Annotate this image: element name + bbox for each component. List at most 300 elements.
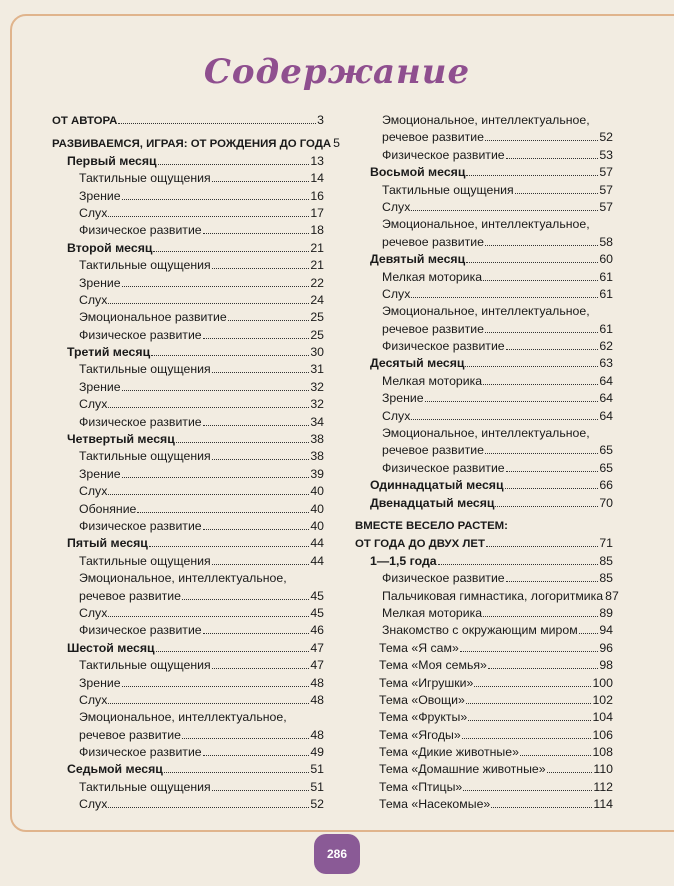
dot-leader	[483, 269, 598, 281]
toc-right-column	[355, 112, 619, 814]
toc-entry-title: Тактильные ощущения	[79, 553, 211, 568]
toc-page-number: 40	[310, 501, 324, 516]
toc-entry[interactable]	[355, 588, 619, 605]
dot-leader	[506, 460, 599, 472]
toc-entry-title: Тактильные ощущения	[79, 171, 211, 186]
toc-entry-title: Физическое развитие	[79, 745, 202, 760]
dot-leader	[108, 483, 309, 495]
dot-leader	[108, 396, 309, 408]
toc-entry-title: речевое развитие	[382, 443, 484, 458]
toc-page-number: 45	[310, 588, 324, 603]
toc-entry-title: Слух	[79, 605, 108, 620]
toc-entry-line: Эмоциональное, интеллектуальное,	[382, 217, 590, 232]
toc-page-number: 16	[310, 188, 324, 203]
toc-entry[interactable]	[52, 483, 324, 500]
toc-entry-title: речевое развитие	[79, 588, 181, 603]
toc-chapter[interactable]	[52, 153, 324, 170]
toc-page-number: 98	[599, 658, 613, 673]
toc-page-number: 64	[599, 408, 613, 423]
dot-leader	[228, 309, 310, 321]
toc-page-number: 32	[310, 397, 324, 412]
toc-entry[interactable]	[52, 622, 324, 639]
toc-entry-title: Зрение	[79, 675, 121, 690]
toc-page-number: 57	[599, 182, 613, 197]
toc-page-number: 21	[310, 240, 324, 255]
toc-entry[interactable]	[355, 622, 613, 639]
toc-entry[interactable]	[52, 379, 324, 396]
toc-entry[interactable]	[52, 257, 324, 274]
toc-entry[interactable]	[355, 675, 613, 692]
toc-page-number: 64	[599, 391, 613, 406]
dot-leader	[108, 692, 309, 704]
toc-entry-title: Слух	[79, 397, 108, 412]
dot-leader	[118, 112, 316, 124]
toc-entry-title: Тема «Насекомые»	[379, 797, 491, 812]
toc-entry-title: Мелкая моторика	[382, 373, 483, 388]
toc-page-number: 102	[592, 692, 613, 707]
toc-entry-title: Тема «Игрушки»	[379, 675, 474, 690]
toc-entry-title: Шестой месяц	[67, 640, 155, 655]
toc-page-number: 108	[592, 745, 613, 760]
toc-page-number: 30	[310, 345, 324, 360]
toc-entry[interactable]	[52, 727, 324, 744]
dot-leader	[460, 640, 599, 652]
toc-chapter[interactable]	[355, 355, 613, 372]
toc-page-number: 14	[310, 171, 324, 186]
dot-leader	[463, 779, 592, 791]
dot-leader	[466, 251, 598, 263]
dot-leader	[122, 675, 310, 687]
dot-leader	[212, 257, 310, 269]
toc-page-number: 21	[310, 258, 324, 273]
toc-entry[interactable]	[52, 327, 324, 344]
toc-entry[interactable]	[52, 170, 324, 187]
dot-leader	[108, 605, 309, 617]
toc-entry[interactable]	[52, 414, 324, 431]
toc-chapter[interactable]	[355, 553, 613, 570]
toc-entry[interactable]	[52, 605, 324, 622]
toc-chapter[interactable]	[355, 164, 613, 181]
toc-entry[interactable]	[355, 286, 613, 303]
toc-page-number: 85	[599, 553, 613, 568]
dot-leader	[483, 605, 598, 617]
toc-entry[interactable]	[52, 205, 324, 222]
toc-entry[interactable]	[52, 657, 324, 674]
toc-entry[interactable]	[355, 460, 613, 477]
toc-page-number: 38	[310, 449, 324, 464]
toc-page-number: 40	[310, 484, 324, 499]
toc-entry[interactable]	[52, 466, 324, 483]
toc-section[interactable]	[355, 535, 613, 552]
dot-leader	[212, 170, 310, 182]
toc-entry[interactable]	[52, 309, 324, 326]
toc-entry-title: Тема «Моя семья»	[379, 658, 487, 673]
toc-entry-title: Тема «Домашние животные»	[379, 762, 546, 777]
dot-leader	[203, 744, 310, 756]
toc-entry[interactable]	[355, 234, 613, 251]
toc-page-number: 94	[599, 623, 613, 638]
dot-leader	[506, 570, 599, 582]
toc-entry[interactable]	[355, 570, 613, 587]
toc-entry-title: Слух	[79, 797, 108, 812]
toc-page-number: 61	[599, 269, 613, 284]
toc-entry-title: РАЗВИВАЕМСЯ, ИГРАЯ: ОТ РОЖДЕНИЯ ДО ГОДА	[52, 138, 332, 151]
page-title: Содержание	[203, 52, 471, 92]
toc-entry-line: Эмоциональное, интеллектуальное,	[382, 426, 590, 441]
toc-entry-title: Физическое развитие	[382, 339, 505, 354]
toc-entry-line: Эмоциональное, интеллектуальное,	[79, 571, 287, 586]
toc-entry-title: Физическое развитие	[79, 623, 202, 638]
toc-chapter[interactable]	[52, 344, 324, 361]
dot-leader	[164, 761, 309, 773]
toc-entry-title: Знакомство с окружающим миром	[382, 623, 578, 638]
toc-entry[interactable]	[52, 501, 324, 518]
dot-leader	[485, 234, 598, 246]
toc-page-number: 48	[310, 727, 324, 742]
toc-entry[interactable]	[52, 448, 324, 465]
toc-entry-title: Тактильные ощущения	[79, 362, 211, 377]
toc-entry[interactable]	[355, 408, 613, 425]
dot-leader	[176, 431, 310, 443]
toc-entry-line: Эмоциональное, интеллектуальное,	[382, 113, 590, 127]
toc-entry[interactable]	[52, 692, 324, 709]
toc-chapter[interactable]	[52, 240, 324, 257]
toc-entry[interactable]	[52, 188, 324, 205]
toc-entry-title: Зрение	[382, 391, 424, 406]
toc-entry-title: Зрение	[79, 275, 121, 290]
toc-entry-title: Слух	[79, 292, 108, 307]
dot-leader	[474, 675, 591, 687]
toc-page-number: 32	[310, 379, 324, 394]
toc-entry[interactable]	[355, 390, 613, 407]
toc-entry-title: Четвертый месяц	[67, 432, 175, 447]
toc-page-number: 60	[599, 252, 613, 267]
toc-page-number: 96	[599, 640, 613, 655]
dot-leader	[182, 588, 309, 600]
toc-entry[interactable]	[355, 129, 613, 146]
toc-entry-title: Слух	[382, 199, 411, 214]
dot-leader	[462, 727, 592, 739]
toc-entry[interactable]	[355, 373, 613, 390]
toc-entry[interactable]	[52, 588, 324, 605]
toc-page-number: 48	[310, 692, 324, 707]
toc-entry-title: Десятый месяц	[370, 356, 465, 371]
dot-leader	[122, 379, 310, 391]
dot-leader	[465, 355, 598, 367]
toc-entry-title: Двенадцатый месяц	[370, 495, 495, 510]
toc-entry[interactable]	[355, 640, 613, 657]
toc-page-number: 53	[599, 147, 613, 162]
dot-leader	[411, 286, 598, 298]
toc-page-number: 87	[605, 588, 619, 603]
toc-entry-title: Восьмой месяц	[370, 165, 466, 180]
dot-leader	[203, 327, 310, 339]
toc-entry-title: Седьмой месяц	[67, 762, 163, 777]
dot-leader	[158, 153, 310, 165]
toc-page-number: 58	[599, 234, 613, 249]
toc-entry[interactable]	[52, 275, 324, 292]
toc-entry-title: ОТ ГОДА ДО ДВУХ ЛЕТ	[355, 538, 485, 551]
toc-page-number: 17	[310, 205, 324, 220]
dot-leader	[468, 709, 591, 721]
toc-entry-title: Зрение	[79, 188, 121, 203]
toc-page-number: 18	[310, 223, 324, 238]
toc-entry-title: Пятый месяц	[67, 536, 148, 551]
toc-entry-title: Тактильные ощущения	[79, 449, 211, 464]
toc-page-number: 61	[599, 321, 613, 336]
toc-entry-title: Тактильные ощущения	[382, 182, 514, 197]
dot-leader	[203, 518, 310, 530]
toc-entry-title: Обоняние	[79, 501, 137, 516]
dot-leader	[485, 129, 598, 141]
dot-leader	[483, 373, 598, 385]
toc-entry-title: Тактильные ощущения	[79, 658, 211, 673]
toc-entry-title: Слух	[79, 205, 108, 220]
toc-entry-title: речевое развитие	[382, 321, 484, 336]
toc-page-number: 106	[592, 727, 613, 742]
toc-entry-title: Тема «Дикие животные»	[379, 745, 519, 760]
toc-page-number: 110	[593, 762, 613, 777]
toc-entry-title: Тема «Я сам»	[379, 640, 459, 655]
toc-chapter[interactable]	[52, 431, 324, 448]
toc-page-number: 48	[310, 675, 324, 690]
toc-page-number: 51	[310, 779, 324, 794]
dot-leader	[212, 553, 310, 565]
toc-entry-title: Тактильные ощущения	[79, 779, 211, 794]
dot-leader	[491, 796, 592, 808]
toc-entry[interactable]	[52, 553, 324, 570]
dot-leader	[488, 657, 598, 669]
dot-leader	[108, 796, 309, 808]
dot-leader	[425, 390, 599, 402]
toc-page-number: 49	[310, 745, 324, 760]
toc-entry[interactable]	[355, 657, 613, 674]
toc-entry[interactable]	[355, 269, 613, 286]
toc-page-number: 104	[592, 710, 613, 725]
toc-section[interactable]	[52, 112, 324, 129]
toc-page-number: 61	[599, 286, 613, 301]
dot-leader	[495, 495, 598, 507]
toc-entry[interactable]	[355, 321, 613, 338]
toc-page-number: 25	[310, 327, 324, 342]
toc-entry-title: речевое развитие	[382, 234, 484, 249]
toc-page-number: 24	[310, 292, 324, 307]
toc-entry-line: ВМЕСТЕ ВЕСЕЛО РАСТЕМ:	[355, 519, 508, 532]
toc-page-number: 57	[599, 165, 613, 180]
dot-leader	[149, 535, 309, 547]
toc-page-number: 63	[599, 356, 613, 371]
toc-entry-title: Физическое развитие	[79, 327, 202, 342]
dot-leader	[203, 222, 310, 234]
dot-leader	[122, 188, 310, 200]
toc-page-number: 66	[599, 478, 613, 493]
toc-entry-title: Физическое развитие	[79, 223, 202, 238]
dot-leader	[466, 692, 592, 704]
toc-entry-title: Тема «Фрукты»	[379, 710, 468, 725]
toc-entry-line: Эмоциональное, интеллектуальное,	[79, 710, 287, 725]
toc-entry-title: Слух	[382, 408, 411, 423]
toc-entry-title: Тема «Овощи»	[379, 692, 465, 707]
dot-leader	[485, 442, 598, 454]
toc-left-column	[52, 112, 340, 814]
toc-page-number: 114	[593, 797, 613, 812]
dot-leader	[505, 477, 599, 489]
dot-leader	[411, 408, 598, 420]
dot-leader	[108, 205, 309, 217]
toc-entry[interactable]	[355, 338, 613, 355]
toc-page-number: 47	[310, 658, 324, 673]
toc-entry[interactable]	[355, 442, 613, 459]
toc-entry-title: Зрение	[79, 466, 121, 481]
dot-leader	[203, 414, 310, 426]
toc-chapter[interactable]	[355, 251, 613, 268]
toc-chapter[interactable]	[355, 495, 613, 512]
toc-entry[interactable]	[52, 779, 324, 796]
toc-entry-title: Физическое развитие	[382, 147, 505, 162]
toc-entry[interactable]	[52, 361, 324, 378]
toc-page-number: 38	[310, 432, 324, 447]
toc-page-number: 47	[310, 640, 324, 655]
toc-entry-title: Мелкая моторика	[382, 605, 483, 620]
dot-leader	[486, 535, 598, 547]
dot-leader	[182, 727, 309, 739]
toc-page-number: 34	[310, 414, 324, 429]
dot-leader	[506, 338, 599, 350]
toc-entry-title: Одиннадцатый месяц	[370, 478, 504, 493]
toc-page-number: 65	[599, 443, 613, 458]
toc-page-number: 45	[310, 605, 324, 620]
toc-entry[interactable]	[355, 779, 613, 796]
dot-leader	[212, 361, 310, 373]
toc-page-number: 64	[599, 373, 613, 388]
dot-leader	[438, 553, 599, 565]
toc-entry-title: Второй месяц	[67, 240, 153, 255]
toc-page-number: 25	[310, 310, 324, 325]
toc-chapter[interactable]	[52, 640, 324, 657]
toc-entry-title: ОТ АВТОРА	[52, 115, 118, 127]
dot-leader	[212, 657, 310, 669]
toc-entry[interactable]	[355, 709, 613, 726]
toc-entry-title: Тема «Ягоды»	[379, 727, 461, 742]
toc-entry[interactable]	[52, 222, 324, 239]
toc-page-number: 31	[310, 362, 324, 377]
toc-entry-title: Первый месяц	[67, 153, 157, 168]
toc-page-number: 100	[592, 675, 613, 690]
toc-entry[interactable]	[52, 292, 324, 309]
dot-leader	[411, 199, 598, 211]
toc-entry[interactable]	[355, 605, 613, 622]
toc-entry-title: Слух	[382, 286, 411, 301]
dot-leader	[515, 182, 599, 194]
dot-leader	[579, 622, 599, 634]
toc-page-number: 62	[599, 339, 613, 354]
toc-entry-title: Физическое развитие	[382, 571, 505, 586]
dot-leader	[122, 466, 310, 478]
dot-leader	[466, 164, 598, 176]
toc-entry-title: Слух	[79, 692, 108, 707]
dot-leader	[506, 147, 599, 159]
toc-page-number: 44	[310, 553, 324, 568]
toc-section[interactable]	[52, 135, 340, 152]
toc-entry-title: Третий месяц	[67, 345, 151, 360]
toc-chapter[interactable]	[355, 477, 613, 494]
toc-page-number: 44	[310, 536, 324, 551]
toc-entry-title: Тактильные ощущения	[79, 258, 211, 273]
toc-chapter[interactable]	[52, 761, 324, 778]
toc-entry[interactable]	[52, 675, 324, 692]
dot-leader	[520, 744, 592, 756]
dot-leader	[203, 622, 310, 634]
dot-leader	[212, 448, 310, 460]
toc-entry[interactable]	[355, 692, 613, 709]
toc-entry[interactable]	[52, 518, 324, 535]
toc-entry-title: Эмоциональное развитие	[79, 310, 227, 325]
toc-page-number: 85	[599, 571, 613, 586]
toc-entry[interactable]	[355, 147, 613, 164]
toc-entry-title: Тема «Птицы»	[379, 779, 463, 794]
toc-entry[interactable]	[355, 727, 613, 744]
dot-leader	[156, 640, 310, 652]
toc-page-number: 71	[599, 536, 613, 551]
toc-entry-title: Физическое развитие	[79, 518, 202, 533]
dot-leader	[547, 761, 593, 773]
toc-page-number: 13	[310, 153, 324, 168]
toc-page-number: 39	[310, 466, 324, 481]
toc-page-number: 52	[310, 797, 324, 812]
toc-page-number: 65	[599, 460, 613, 475]
toc-page-number: 57	[599, 199, 613, 214]
toc-page-number: 40	[310, 518, 324, 533]
dot-leader	[108, 292, 309, 304]
toc-entry[interactable]	[52, 796, 324, 813]
page-number-badge: 286	[314, 834, 360, 874]
toc-entry-title: Слух	[79, 484, 108, 499]
toc-entry[interactable]	[355, 182, 613, 199]
toc-entry-line: Эмоциональное, интеллектуальное,	[382, 304, 590, 319]
toc-page-number: 3	[317, 113, 324, 127]
toc-entry[interactable]	[355, 796, 613, 813]
toc-entry-title: речевое развитие	[79, 727, 181, 742]
toc-page-number: 46	[310, 623, 324, 638]
toc-entry-title: Физическое развитие	[382, 460, 505, 475]
toc-entry-title: Зрение	[79, 379, 121, 394]
toc-entry[interactable]	[52, 744, 324, 761]
dot-leader	[137, 501, 309, 513]
toc-page-number: 52	[599, 130, 613, 145]
toc-page-number: 89	[599, 605, 613, 620]
toc-page-number: 5	[333, 136, 340, 151]
toc-entry[interactable]	[355, 744, 613, 761]
toc-page-number: 112	[593, 779, 613, 794]
dot-leader	[122, 275, 310, 287]
toc-entry-title: речевое развитие	[382, 130, 484, 145]
dot-leader	[212, 779, 310, 791]
dot-leader	[485, 321, 598, 333]
toc-entry[interactable]	[355, 761, 613, 778]
toc-entry-title: 1—1,5 года	[370, 553, 437, 568]
toc-chapter[interactable]	[52, 535, 324, 552]
toc-entry-title: Мелкая моторика	[382, 269, 483, 284]
toc-page-number: 51	[310, 762, 324, 777]
toc-page-number: 22	[310, 275, 324, 290]
dot-leader	[151, 344, 309, 356]
dot-leader	[153, 240, 309, 252]
toc-page-number: 70	[599, 495, 613, 510]
toc-entry-title: Физическое развитие	[79, 414, 202, 429]
toc-entry[interactable]	[355, 199, 613, 216]
toc-entry-title: Пальчиковая гимнастика, логоритмика	[382, 588, 604, 603]
toc-entry[interactable]	[52, 396, 324, 413]
